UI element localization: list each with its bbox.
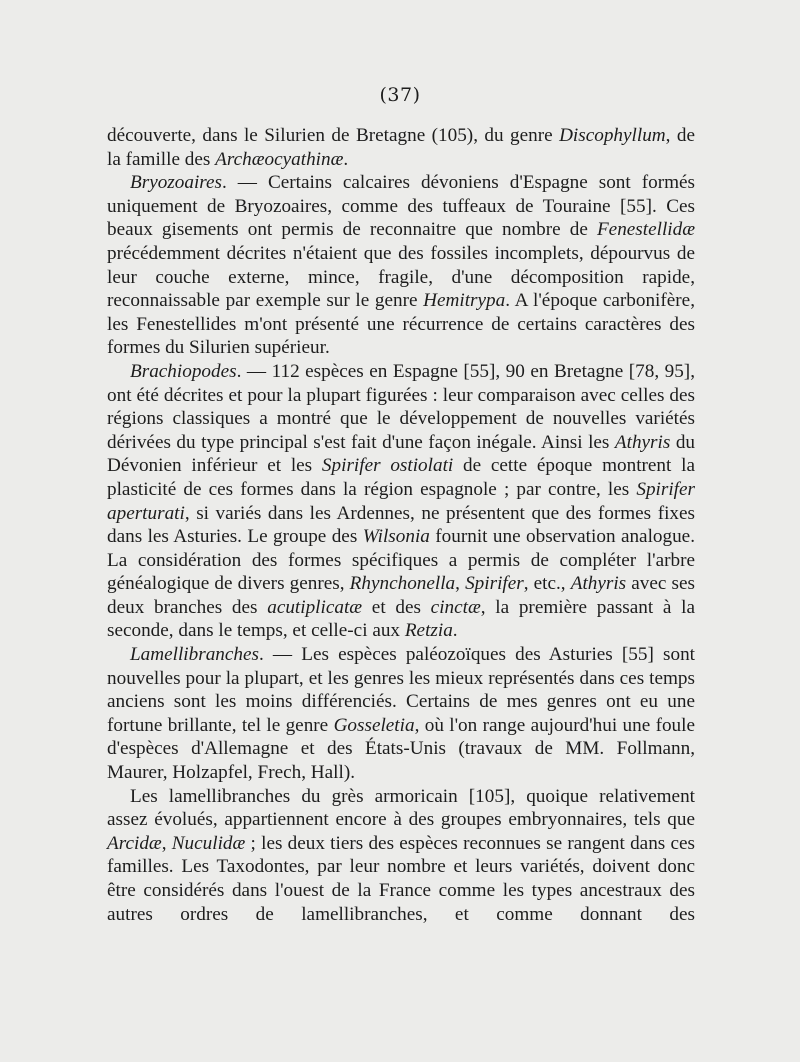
text-run: , la première passant à la seconde, dans le temps, et celle-ci aux: [107, 596, 696, 642]
italic-term: Rhynchonella: [349, 573, 456, 595]
text-run: de cette époque montrent la plasticité de ces formes dans la région espagnole ; par contre, les: [107, 455, 695, 500]
italic-term: Spirifer: [465, 573, 524, 595]
text-run: . — 112 espèces en Espagne [55], 90 en Bretagne [78, 95], ont été décrites et pour la plupart figurées : leur comparaison avec celles des régions classiques a montré que le développement de nouvelles variétés dérivées du type principal s'est fait d'une façon inégale. Ainsi les: [107, 360, 695, 453]
italic-term: Brachiopodes: [130, 360, 237, 382]
text-run: précédemment décrites n'étaient que des fossiles incomplets, dépourvus de leur couche externe, mince, fragile, d'une décomposition rapide, reconnaissable par exemple sur le genre: [107, 242, 695, 312]
text-run: ,: [455, 573, 466, 595]
page-number: (37): [379, 84, 421, 106]
text-run: , où l'on range aujourd'hui une foule d'espèces d'Allemagne et des États-Unis (travaux de MM. Follmann, Maurer, Holzapfel, Frech, Hall).: [107, 714, 695, 784]
italic-term: Wilsonia: [362, 526, 430, 548]
text-run: , de la famille des: [107, 125, 695, 170]
text-run: , etc.,: [523, 573, 571, 595]
text-run: fournit une observation analogue. La considération des formes spécifiques a permis de compléter l'arbre généalogique de divers genres,: [107, 526, 695, 595]
text-run: .: [452, 620, 458, 642]
text-run: Les lamellibranches du grès armoricain [105], quoique relativement assez évolués, appartiennent encore à des groupes embryonnaires, tels que: [107, 785, 695, 831]
text-run: . A l'époque carbonifère, les Fenestellides m'ont présenté une récurrence de certains caractères des formes du Silurien supérieur.: [107, 290, 695, 359]
paragraph-p4: [107, 643, 695, 785]
italic-term: Nuculidæ: [171, 832, 246, 854]
italic-term: Fenestellidæ: [596, 219, 695, 241]
italic-term: Spirifer aperturati: [107, 478, 695, 524]
italic-term: Arcidæ: [107, 832, 162, 854]
italic-term: acutiplicatæ: [267, 596, 363, 618]
text-run: et des: [362, 596, 431, 618]
text-run: , si variés dans les Ardennes, ne présentent que des formes fixes dans les Asturies. Le groupe des: [107, 502, 695, 548]
paragraph-p3: [107, 360, 695, 643]
text-run: . — Certains calcaires dévoniens d'Espagne sont formés uniquement de Bryozoaires, comme des tuffeaux de Touraine [55]. Ces beaux gisements ont permis de reconnaitre que nombre de: [107, 172, 695, 241]
paragraph-p1: [107, 124, 695, 171]
body-text: [107, 124, 695, 926]
text-run: ; les deux tiers des espèces reconnues se rangent dans ces familles. Les Taxodontes, par leur nombre et leurs variétés, doivent donc être considérés dans l'ouest de la France comme les types ancestraux des autres ordres de lamellibranches, et comme donnant des: [107, 832, 695, 925]
text-run: . — Les espèces paléozoïques des Asturies [55] sont nouvelles pour la plupart, et les genres les mieux représentés dans ces temps anciens sont les moins différenciés. Certains de mes genres ont eu une fortune brillante, tel le genre: [107, 644, 695, 736]
italic-term: Spirifer ostiolati: [321, 455, 454, 477]
italic-term: Hemitrypa: [423, 290, 506, 312]
italic-term: Retzia: [404, 620, 453, 642]
italic-term: Archæocyathinæ: [215, 148, 344, 170]
text-run: .: [343, 148, 349, 170]
italic-term: Athyris: [614, 431, 671, 453]
text-run: ,: [161, 832, 172, 854]
text-run: découverte, dans le Silurien de Bretagne (105), du genre: [107, 125, 560, 146]
text-run: du Dévonien inférieur et les: [107, 431, 696, 477]
paragraph-p5: [107, 785, 695, 927]
italic-term: Gosseletia: [333, 714, 415, 736]
paragraph-p2: [107, 171, 695, 360]
italic-term: cinctæ: [430, 596, 481, 618]
text-run: avec ses deux branches des: [107, 573, 695, 618]
italic-term: Lamellibranches: [130, 644, 259, 666]
italic-term: Athyris: [570, 573, 627, 595]
italic-term: Discophyllum: [559, 125, 666, 146]
italic-term: Bryozoaires: [130, 172, 223, 194]
